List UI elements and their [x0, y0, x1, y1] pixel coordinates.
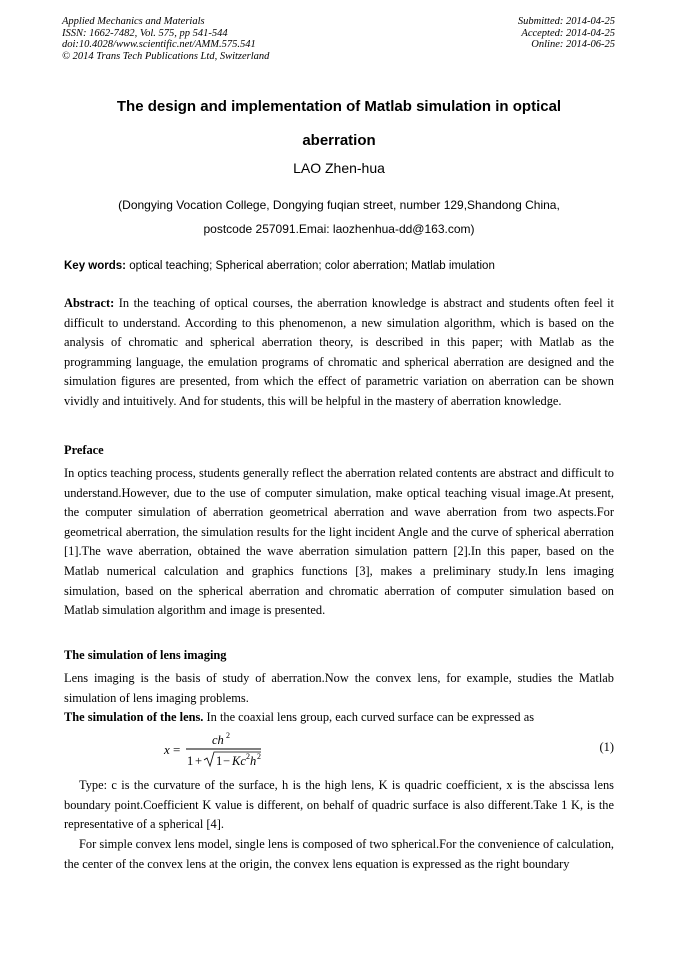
keywords — [64, 258, 624, 274]
journal-issn: ISSN: 1662-7482, Vol. 575, pp 541-544 — [62, 27, 228, 39]
paragraph-simple-lens: For simple convex lens model, single lens is composed of two spherical.For the convenience of calculation, the center of the convex lens at the origin, the convex lens equation is expressed as the right boundary — [64, 837, 614, 871]
eq-den-minus: − — [223, 754, 231, 768]
title-line-2: aberration — [302, 132, 376, 149]
section-lens-heading: The simulation of lens imaging — [64, 648, 227, 662]
paragraph-type: Type: c is the curvature of the surface, h is the high lens, K is quadric coefficient, x is the abscissa lens boundary point.Coefficient K value is different, on behalf of quadric surface is also different.Take 1 K, is the representative of a spherical [4]. — [64, 778, 614, 832]
eq-den-h: h — [250, 754, 257, 768]
eq-den-h-exp: 2 — [257, 752, 261, 761]
section-lens-text — [64, 669, 614, 728]
journal-info — [62, 16, 269, 62]
abstract-text: In the teaching of optical courses, the aberration knowledge is abstract and students often feel it difficult to understand. According to this phenomenon, a new simulation algorithm, which is based on the analysis of chromatic and spherical aberration theory, is described in this paper; with Matlab as the programming language, the emulation programs of chromatic and spherical aberration are designed and the simulation figures are presented, from which the effect of parametric variation on aberration can be shown vividly and intuitively. And for students, this will be helpful in the mastery of aberration knowledge. — [64, 296, 614, 408]
lens-subsection-text: In the coaxial lens group, each curved surface can be expressed as — [203, 710, 535, 725]
lens-intro-text: Lens imaging is the basis of study of aberration.Now the convex lens, for example, studies the Matlab simulation of lens imaging problems. — [64, 671, 614, 705]
eq-den-k: Kc — [232, 754, 246, 768]
affiliation-line-1: (Dongying Vocation College, Dongying fuqian street, number 129,Shandong China, — [118, 198, 560, 212]
journal-copyright: © 2014 Trans Tech Publications Ltd, Switzerland — [62, 50, 270, 62]
lens-subsection-label: The simulation of the lens. — [64, 710, 204, 725]
eq-den-plus: + — [195, 754, 203, 768]
date-accepted: Accepted: 2014-04-25 — [521, 27, 615, 39]
author-affiliation — [40, 193, 638, 241]
journal-doi: doi:10.4028/www.scientific.net/AMM.575.541 — [62, 39, 256, 50]
abstract-label: Abstract: — [64, 296, 115, 310]
date-submitted: Submitted: 2014-04-25 — [517, 16, 615, 27]
publication-dates — [518, 16, 615, 51]
eq-den-c-exp: 2 — [246, 752, 250, 761]
preface-heading: Preface — [64, 443, 104, 457]
preface-text: In optics teaching process, students generally reflect the aberration related contents are abstract and difficult to understand.However, due to the use of computer simulation, make optical teaching visual image.At present, the computer simulation of aberration geometrical aberration and wave aberration from two aspects.For geometrical aberration, the simulation results for the light incident Angle and the curve of spherical aberration [1].The wave aberration, obtained the wave aberration simulation pattern [2].In this paper, based on the Matlab numerical calculation and graphics functions [3], makes a preliminary study.In lens imaging simulation, based on the spherical aberration and chromatic aberration of computer simulation based on Matlab simulation algorithm and image is presented. — [64, 466, 614, 618]
journal-name: Applied Mechanics and Materials — [62, 16, 205, 27]
eq-den-one: 1 — [187, 754, 194, 768]
keywords-label: Key words: — [64, 260, 126, 272]
eq-lhs: x — [164, 742, 170, 757]
author-name: LAO Zhen-hua — [293, 160, 385, 176]
eq-den-inner-one: 1 — [216, 754, 223, 768]
paper-title — [40, 90, 638, 158]
equation-number: (1) — [599, 740, 614, 754]
abstract — [64, 294, 614, 412]
equation-formula — [160, 731, 270, 771]
affiliation-line-2: postcode 257091.Emai: laozhenhua-dd@163.com) — [203, 222, 475, 236]
date-online: Online: 2014-06-25 — [531, 39, 615, 50]
keywords-text: optical teaching; Spherical aberration; color aberration; Matlab imulation — [126, 260, 495, 272]
eq-numerator-exp: 2 — [226, 731, 230, 740]
title-line-1: The design and implementation of Matlab simulation in optical — [116, 98, 562, 115]
eq-equals: = — [173, 742, 181, 757]
equation-1 — [160, 731, 614, 771]
eq-numerator: ch — [212, 733, 224, 747]
